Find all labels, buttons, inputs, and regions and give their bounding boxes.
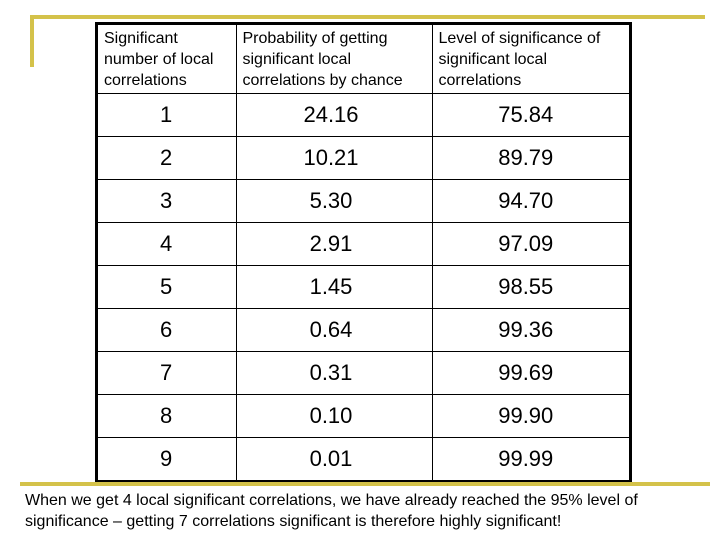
- cell-significance: 97.09: [432, 222, 629, 265]
- accent-line-left: [30, 15, 34, 67]
- cell-probability: 5.30: [236, 179, 432, 222]
- table-row: [98, 222, 629, 265]
- cell-number: 7: [98, 351, 236, 394]
- cell-number: 3: [98, 179, 236, 222]
- cell-number: 8: [98, 395, 236, 438]
- cell-number: 4: [98, 222, 236, 265]
- table-row: [98, 308, 629, 351]
- accent-line-top: [30, 15, 705, 19]
- significance-table: [98, 25, 629, 480]
- significance-table-frame: [95, 22, 632, 483]
- table-body: [98, 93, 629, 480]
- cell-probability: 0.64: [236, 308, 432, 351]
- cell-significance: 89.79: [432, 136, 629, 179]
- cell-significance: 98.55: [432, 265, 629, 308]
- header-significant-number: Significant number of local correlations: [98, 25, 236, 93]
- cell-number: 6: [98, 308, 236, 351]
- table-row: [98, 136, 629, 179]
- caption-text: When we get 4 local significant correlations, we have already reached the 95% level of significance – getting 7 correlations significant is therefore highly significant!: [25, 492, 638, 530]
- table-row: [98, 93, 629, 136]
- table-row: [98, 179, 629, 222]
- table-row: [98, 395, 629, 438]
- cell-probability: 0.01: [236, 438, 432, 480]
- table-row: [98, 438, 629, 480]
- table-row: [98, 351, 629, 394]
- cell-significance: 99.69: [432, 351, 629, 394]
- header-probability-by-chance: Probability of getting significant local correlations by chance: [236, 25, 432, 93]
- header-level-of-significance: Level of significance of significant local correlations: [432, 25, 629, 93]
- cell-number: 9: [98, 438, 236, 480]
- cell-significance: 94.70: [432, 179, 629, 222]
- cell-probability: 2.91: [236, 222, 432, 265]
- cell-probability: 1.45: [236, 265, 432, 308]
- cell-significance: 99.90: [432, 395, 629, 438]
- cell-probability: 24.16: [236, 93, 432, 136]
- cell-number: 5: [98, 265, 236, 308]
- cell-significance: 99.36: [432, 308, 629, 351]
- cell-probability: 0.10: [236, 395, 432, 438]
- cell-significance: 75.84: [432, 93, 629, 136]
- table-header-row: [98, 25, 629, 93]
- table-row: [98, 265, 629, 308]
- cell-probability: 0.31: [236, 351, 432, 394]
- cell-probability: 10.21: [236, 136, 432, 179]
- cell-significance: 99.99: [498, 446, 554, 472]
- cell-number: 2: [98, 136, 236, 179]
- accent-line-bottom: [20, 482, 710, 486]
- cell-number: 1: [98, 93, 236, 136]
